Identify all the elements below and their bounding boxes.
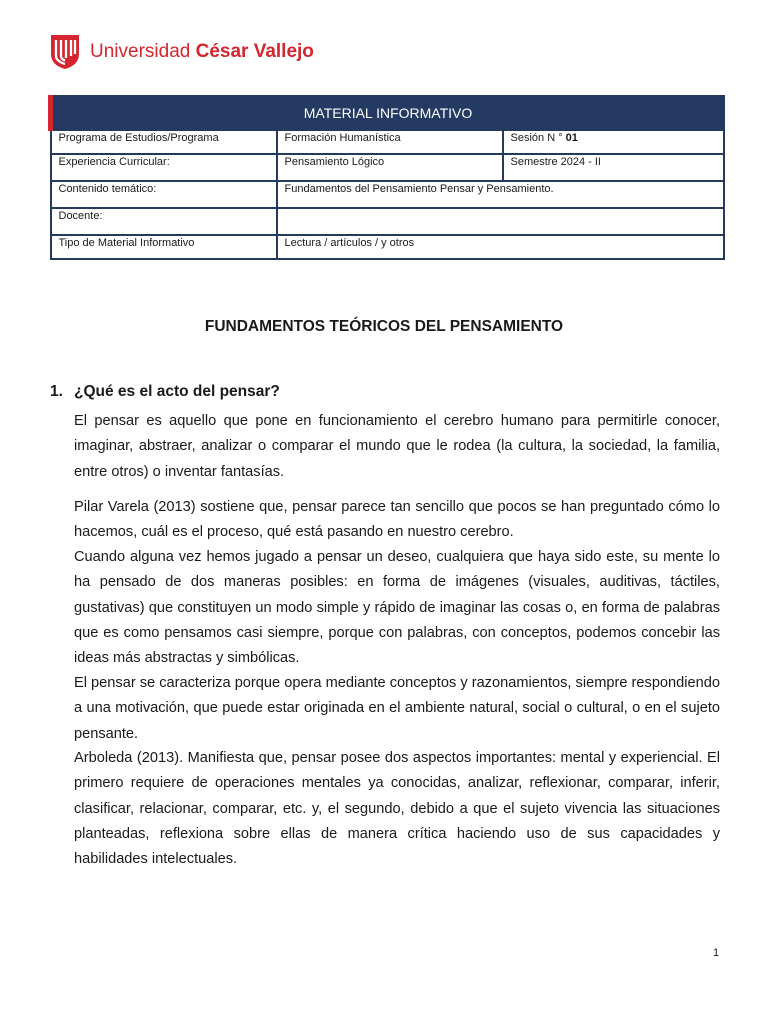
page-number: 1 xyxy=(713,947,720,959)
table-row xyxy=(51,130,725,154)
row-value: Pensamiento Lógico xyxy=(277,154,503,181)
row-label: Experiencia Curricular: xyxy=(51,154,277,181)
table-row xyxy=(51,181,725,208)
row-value xyxy=(277,208,725,235)
university-logo xyxy=(50,34,314,70)
table-title: MATERIAL INFORMATIVO xyxy=(51,96,725,130)
paragraph: Cuando alguna vez hemos jugado a pensar un deseo, cualquiera que haya sido este, su mente lo ha pensado de dos maneras posibles: en forma de imágenes (visuales, auditivas, táctiles, gustativas) que constituyen un modo simple y rápido de imaginar las cosas o, en forma de palabras que es como pensamos casi siempre, porque con palabras, con conceptos, podemos concebir las ideas más abstractas y simbólicas. xyxy=(74,549,720,667)
row-label: Programa de Estudios/Programa xyxy=(51,130,277,154)
row-value: Formación Humanística xyxy=(277,130,503,154)
section-number: 1. xyxy=(50,383,63,400)
session-label: Sesión N ° xyxy=(510,132,566,144)
row-value: Lectura / artículos / y otros xyxy=(277,235,725,259)
semester-cell: Semestre 2024 - II xyxy=(503,154,725,181)
paragraph: Arboleda (2013). Manifiesta que, pensar posee dos aspectos importantes: mental y experiencial. El primero requiere de operaciones mentales ya conocidas, analizar, reflexionar, comparar, inferir, clasificar, relacionar, comparar, etc. y, el segundo, debido a que el sujeto vivencia las situaciones planteadas, reflexiona sobre ellas de manera crítica haciendo uso de sus capacidades y habilidades intelectuales. xyxy=(74,750,720,868)
paragraph: Pilar Varela (2013) sostiene que, pensar parece tan sencillo que pocos se han preguntado cómo lo hacemos, cuál es el proceso, qué está pasando en nuestro cerebro. xyxy=(74,499,720,541)
paragraph: El pensar se caracteriza porque opera mediante conceptos y razonamientos, siempre respondiendo a una motivación, que puede estar originada en el ambiente natural, social o cultural, o en el sujeto pensante. xyxy=(74,675,720,742)
university-name: Universidad César Vallejo xyxy=(90,41,314,62)
section-title: ¿Qué es el acto del pensar? xyxy=(74,383,280,400)
row-label: Tipo de Material Informativo xyxy=(51,235,277,259)
row-label: Contenido temático: xyxy=(51,181,277,208)
section-heading xyxy=(50,383,280,401)
ucv-shield-icon xyxy=(50,34,80,70)
material-info-table xyxy=(48,95,725,260)
session-number: 01 xyxy=(565,132,578,144)
table-row xyxy=(51,154,725,181)
row-value: Fundamentos del Pensamiento Pensar y Pensamiento. xyxy=(277,181,725,208)
row-label: Docente: xyxy=(51,208,277,235)
paragraph: El pensar es aquello que pone en funcionamiento el cerebro humano para permitirle conocer, imaginar, abstraer, analizar o comparar el mundo que le rodea (la cultura, la sociedad, la familia, entre otros) o inventar fantasías. xyxy=(74,413,720,480)
table-row xyxy=(51,208,725,235)
session-cell xyxy=(503,130,725,154)
table-row xyxy=(51,235,725,259)
document-title: FUNDAMENTOS TEÓRICOS DEL PENSAMIENTO xyxy=(204,318,564,335)
